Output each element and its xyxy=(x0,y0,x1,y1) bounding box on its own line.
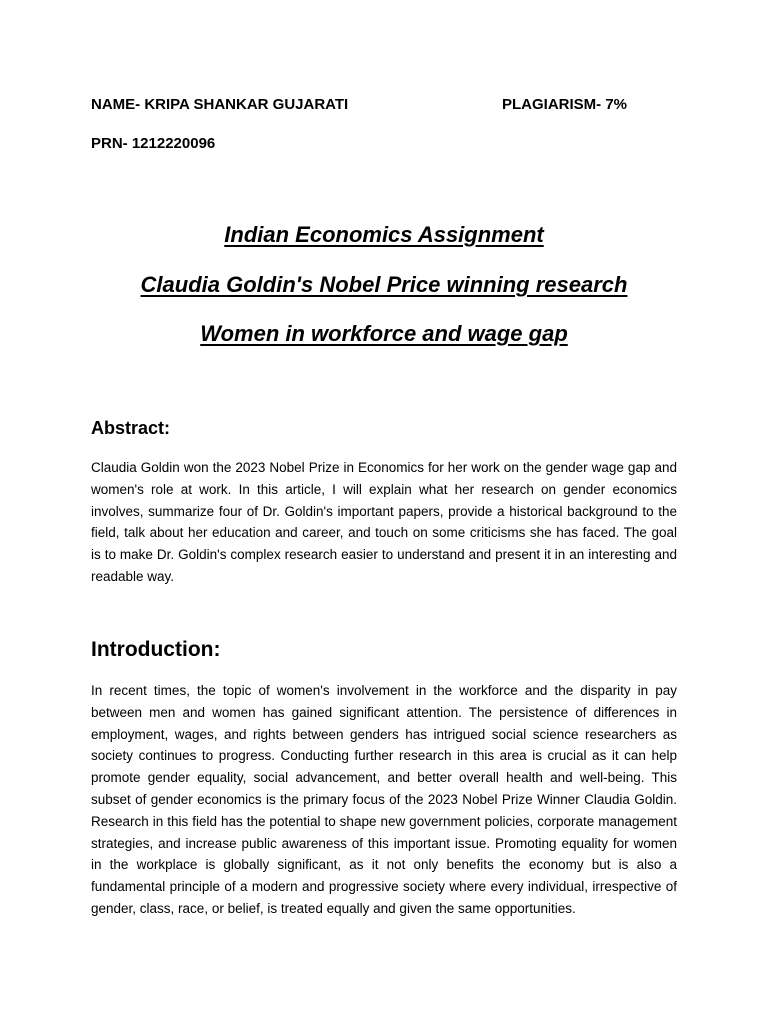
assignment-title: Indian Economics Assignment xyxy=(224,222,544,247)
student-name: NAME- KRIPA SHANKAR GUJARATI xyxy=(91,96,349,113)
topic-title: Women in workforce and wage gap xyxy=(200,321,568,346)
introduction-heading: Introduction: xyxy=(91,638,221,661)
student-prn: PRN- 1212220096 xyxy=(91,135,216,152)
abstract-heading: Abstract: xyxy=(91,418,171,438)
abstract-paragraph: Claudia Goldin won the 2023 Nobel Prize in Economics for her work on the gender wage gap and women's role at work. In this article, I will explain what her research on gender economics involves, summarize four of Dr. Goldin's important papers, provide a historical background to the field, talk about her education and career, and touch on some criticisms she has faced. The goal is to make Dr. Goldin's complex research easier to understand and present it in an interesting and readable way. xyxy=(91,460,677,584)
plagiarism-score: PLAGIARISM- 7% xyxy=(502,96,628,113)
introduction-paragraph: In recent times, the topic of women's involvement in the workforce and the disparity in pay between men and women has gained significant attention. The persistence of differences in employment, wages, and rights between genders has intrigued social science researchers as society continues to progress. Conducting further research in this area is crucial as it can help promote gender equality, social advancement, and better overall health and well-being. This subset of gender economics is the primary focus of the 2023 Nobel Prize Winner Claudia Goldin. Research in this field has the potential to shape new government policies, corporate management strategies, and increase public awareness of this important issue. Promoting equality for women in the workplace is globally significant, as it not only benefits the economy but is also a fundamental principle of a modern and progressive society where every individual, irrespective of gender, class, race, or belief, is treated equally and given the same opportunities. xyxy=(91,683,677,916)
research-title: Claudia Goldin's Nobel Price winning research xyxy=(140,272,628,297)
